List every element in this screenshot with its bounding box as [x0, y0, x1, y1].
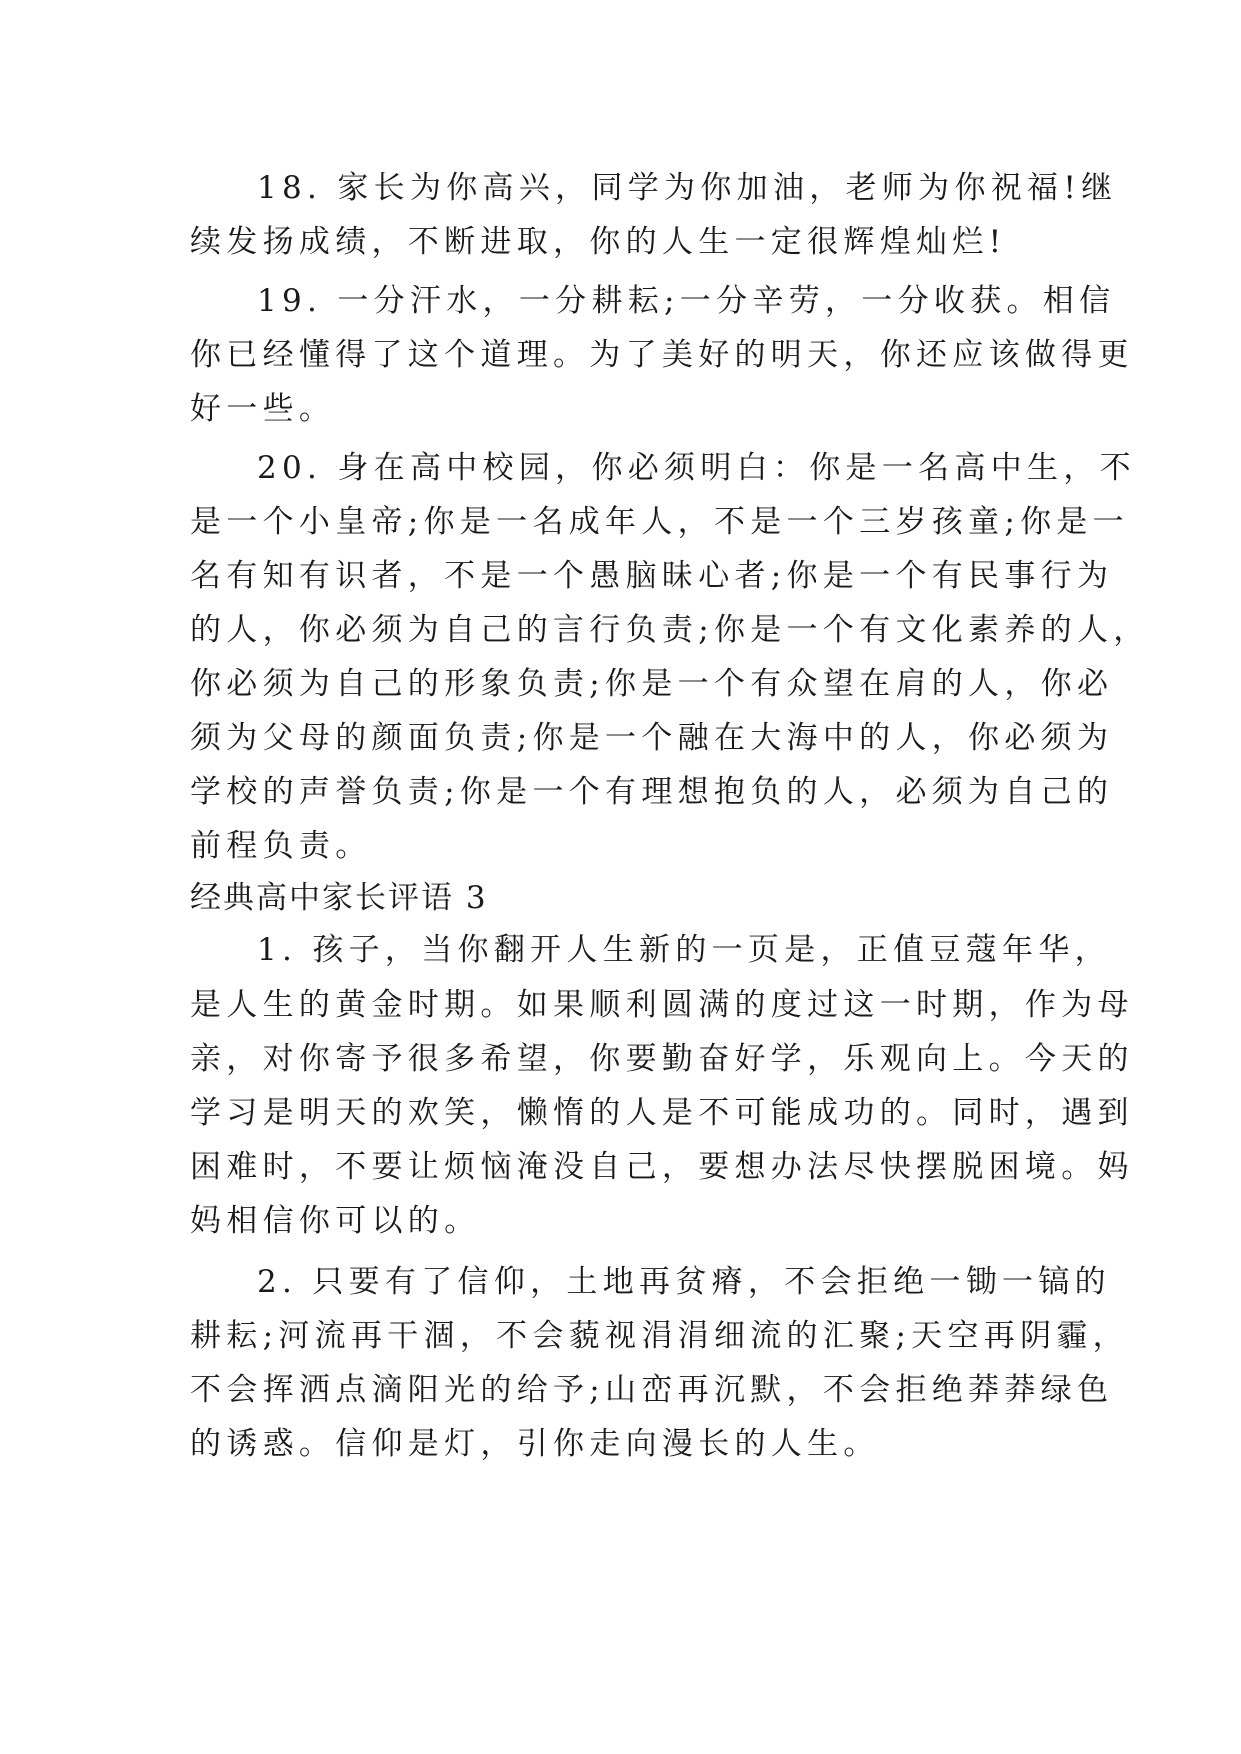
paragraph-19-line-3: 好一些。 — [190, 391, 336, 427]
paragraph-18-line-2: 续发扬成绩，不断进取，你的人生一定很辉煌灿烂! — [190, 224, 1007, 260]
paragraph-20-line-2: 是一个小皇帝;你是一名成年人，不是一个三岁孩童;你是一 — [190, 504, 1129, 540]
paragraph-2-line-1: 2. 只要有了信仰，土地再贫瘠，不会拒绝一锄一镐的 — [257, 1264, 1111, 1300]
paragraph-1-line-2: 是人生的黄金时期。如果顺利圆满的度过这一时期，作为母 — [190, 987, 1134, 1023]
paragraph-20-line-8: 前程负责。 — [190, 828, 372, 864]
paragraph-1-line-1: 1. 孩子，当你翻开人生新的一页是，正值豆蔻年华， — [257, 932, 1111, 968]
paragraph-20-line-1: 20. 身在高中校园，你必须明白：你是一名高中生，不 — [257, 450, 1136, 486]
paragraph-18-line-1: 18. 家长为你高兴，同学为你加油，老师为你祝福!继 — [257, 170, 1118, 206]
paragraph-20-line-7: 学校的声誉负责;你是一个有理想抱负的人，必须为自己的 — [190, 774, 1114, 810]
paragraph-19-line-2: 你已经懂得了这个道理。为了美好的明天，你还应该做得更 — [190, 337, 1134, 373]
paragraph-2-line-4: 的诱惑。信仰是灯，引你走向漫长的人生。 — [190, 1426, 880, 1462]
paragraph-20-line-5: 你必须为自己的形象负责;你是一个有众望在肩的人，你必 — [190, 666, 1114, 702]
paragraph-1-line-5: 困难时，不要让烦恼淹没自己，要想办法尽快摆脱困境。妈 — [190, 1149, 1134, 1185]
paragraph-20-line-3: 名有知有识者，不是一个愚脑昧心者;你是一个有民事行为 — [190, 558, 1114, 594]
paragraph-20-line-4: 的人，你必须为自己的言行负责;你是一个有文化素养的人， — [190, 612, 1150, 648]
paragraph-19-line-1: 19. 一分汗水，一分耕耘;一分辛劳，一分收获。相信 — [257, 283, 1116, 319]
paragraph-20-line-6: 须为父母的颜面负责;你是一个融在大海中的人，你必须为 — [190, 720, 1114, 756]
paragraph-1-line-6: 妈相信你可以的。 — [190, 1203, 481, 1239]
paragraph-1-line-4: 学习是明天的欢笑，懒惰的人是不可能成功的。同时，遇到 — [190, 1095, 1134, 1131]
paragraph-1-line-3: 亲，对你寄予很多希望，你要勤奋好学，乐观向上。今天的 — [190, 1041, 1134, 1077]
section-heading: 经典高中家长评语 3 — [190, 880, 488, 916]
paragraph-2-line-2: 耕耘;河流再干涸，不会藐视涓涓细流的汇聚;天空再阴霾， — [190, 1318, 1129, 1354]
paragraph-2-line-3: 不会挥洒点滴阳光的给予;山峦再沉默，不会拒绝莽莽绿色 — [190, 1372, 1114, 1408]
